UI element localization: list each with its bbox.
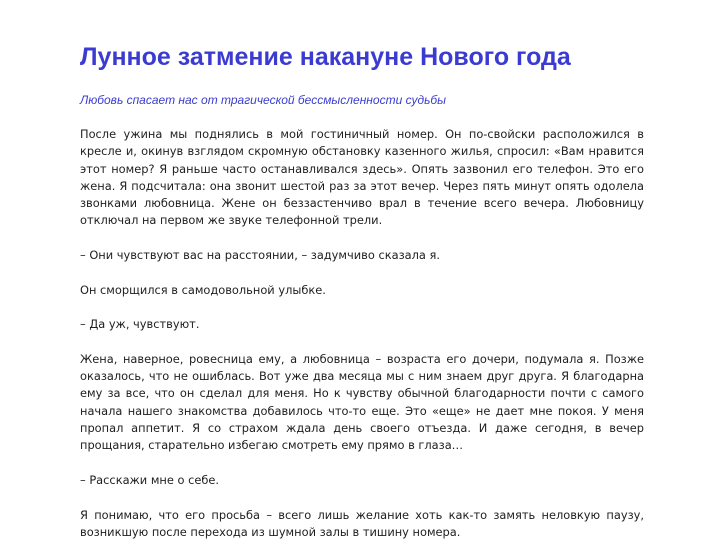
article-title: Лунное затмение накануне Нового года	[80, 43, 571, 71]
article-paragraph: Он сморщился в самодовольной улыбке.	[80, 282, 326, 297]
article-paragraph: – Да уж, чувствуют.	[80, 317, 200, 332]
article-paragraph: Я понимаю, что его просьба – всего лишь желание хоть как-то замять неловкую паузу, возникшую после перехода из шумной залы в тишину номера.	[80, 507, 644, 539]
article-paragraph: После ужина мы поднялись в мой гостиничный номер. Он по-свойски расположился в кресле и, окинув взглядом скромную обстановку казенного жилья, спросил: «Вам нравится этот номер? Я раньше часто останавливался здесь». Опять зазвонил его телефон. Это его жена. Я подсчитала: она звонит шестой раз за этот вечер. Через пять минут опять одолела звонками любовница. Жене он беззастенчиво врал в течение всего вечера. Любовницу отключал на первом же звуке телефонной трели.	[80, 127, 644, 228]
article-paragraph: Жена, наверное, ровесница ему, а любовница – возраста его дочери, подумала я. Позже оказалось, что не ошиблась. Вот уже два месяца мы с ним знаем друг друга. Я благодарна ему за все, что он сделал для меня. Но к чувству обычной благодарности почти с самого начала нашего знакомства добавилось что-то еще. Это «еще» не дает мне покоя. У меня пропал аппетит. Я со страхом ждала день своего отъезда. И даже сегодня, в вечер прощания, старательно избегаю смотреть ему прямо в глаза…	[80, 351, 644, 453]
article-paragraph: – Они чувствуют вас на расстоянии, – задумчиво сказала я.	[80, 248, 440, 263]
article-subtitle: Любовь спасает нас от трагической бессмысленности судьбы	[80, 93, 446, 107]
article-paragraph: – Расскажи мне о себе.	[80, 472, 220, 487]
article-body	[80, 126, 644, 545]
